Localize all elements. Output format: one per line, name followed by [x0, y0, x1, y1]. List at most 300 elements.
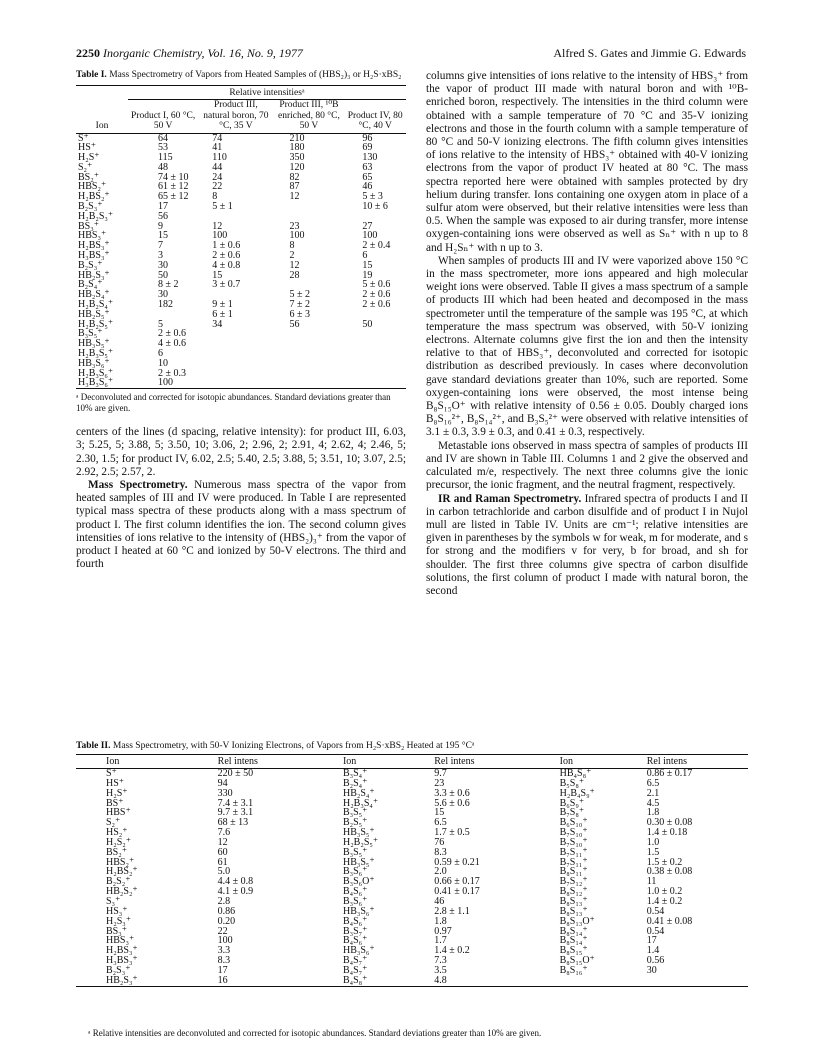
intensity-cell: 4.8 — [434, 974, 447, 986]
intensity-cell: 350 — [289, 152, 305, 164]
intensity-cell — [344, 378, 406, 388]
intensity-cell — [647, 976, 748, 986]
left-paragraph-2 — [76, 479, 406, 571]
intensity-cell: 19 — [362, 269, 373, 281]
table-row — [76, 153, 406, 163]
ion-cell: HBS₃⁺ — [78, 230, 107, 242]
page-number: 2250 — [76, 46, 100, 60]
table1-caption — [76, 70, 406, 82]
table2-caption — [76, 741, 475, 751]
table-row — [76, 349, 406, 359]
intensity-cell: 1.0 ± 0.2 — [646, 886, 683, 898]
intensity-cell: 4.4 ± 0.8 — [217, 876, 254, 888]
intensity-cell — [273, 359, 344, 369]
intensity-cell: 0.20 — [217, 915, 236, 927]
intensity-cell — [198, 329, 273, 339]
intensity-cell: 2.0 — [434, 866, 447, 878]
intensity-cell: 0.38 ± 0.08 — [646, 866, 693, 878]
ion-cell: B₄S₆⁺ — [342, 915, 368, 927]
intensity-cell: 8 — [289, 240, 295, 252]
table-row — [76, 320, 406, 330]
table-row — [76, 271, 406, 281]
ion-cell: B₂S₅⁺ — [342, 817, 368, 829]
ion-cell: H₂S⁺ — [106, 787, 128, 799]
intensity-cell: 41 — [212, 142, 223, 154]
intensity-cell: 87 — [289, 181, 300, 193]
intensity-cell: 210 — [289, 132, 305, 144]
intensity-cell — [344, 349, 406, 359]
intensity-cell: 69 — [362, 142, 373, 154]
intensity-cell: 46 — [362, 181, 373, 193]
table1-col-header: Product IV, 80 °C, 40 V — [344, 100, 406, 134]
intensity-cell: 46 — [434, 895, 445, 907]
table-row — [76, 290, 406, 300]
intensity-cell — [344, 369, 406, 379]
ion-cell: B₈S₁₂⁺ — [559, 886, 588, 898]
table1-rel-header: Relative intensitiesᵃ — [128, 85, 406, 100]
table2-col-header: Ion — [554, 755, 647, 769]
ion-cell: HBS₂⁺ — [78, 181, 107, 193]
ion-cell: HB₂S₃⁺ — [78, 269, 110, 281]
ion-cell: HB₃S₆⁺ — [342, 905, 375, 917]
intensity-cell — [344, 359, 406, 369]
ion-cell: H₂B₂S₃⁺ — [78, 210, 114, 222]
ion-cell: HBS₂⁺ — [106, 856, 135, 868]
intensity-cell: 10 ± 6 — [362, 201, 388, 213]
intensity-cell: 96 — [362, 132, 373, 144]
section-heading-mass-spectrometry: Mass Spectrometry. — [88, 479, 188, 492]
intensity-cell: 17 — [646, 935, 657, 947]
table1-col-header: Product I, 60 °C, 50 V — [128, 100, 198, 134]
intensity-cell — [273, 378, 344, 388]
intensity-cell: 5 ± 2 — [289, 289, 310, 301]
intensity-cell: 6 ± 3 — [289, 308, 310, 320]
ion-cell: H₂S₃⁺ — [106, 915, 132, 927]
intensity-cell: 2 ± 0.6 — [212, 250, 241, 262]
ion-cell: H₃BS₃⁺ — [106, 955, 138, 967]
intensity-cell: 2 — [289, 250, 295, 262]
intensity-cell: 8 — [212, 191, 218, 203]
ion-cell: B₇S₁₀⁺ — [559, 827, 588, 839]
intensity-cell: 1.5 — [646, 846, 660, 858]
ion-cell: B₂S₃⁺ — [78, 201, 103, 213]
intensity-cell: 27 — [362, 220, 373, 232]
intensity-cell — [128, 310, 198, 320]
intensity-cell: 100 — [158, 377, 173, 389]
ion-cell: HS⁺ — [106, 777, 125, 789]
intensity-cell: 7 — [158, 240, 163, 252]
intensity-cell: 1.5 ± 0.2 — [646, 856, 683, 868]
intensity-cell: 15 — [158, 230, 168, 242]
table1-caption-text: Mass Spectrometry of Vapors from Heated Samples of (HBS₂)₃ or H₂S·xBS₂ — [109, 70, 402, 80]
intensity-cell: 4.5 — [646, 797, 660, 809]
intensity-cell: 3 — [158, 250, 163, 262]
intensity-cell: 0.97 — [434, 925, 452, 937]
intensity-cell: 1.0 — [646, 836, 660, 848]
table-row — [76, 192, 406, 202]
ion-cell: B₈S₁₄⁺ — [559, 935, 588, 947]
ion-cell: B₄S₇⁺ — [342, 955, 368, 967]
intensity-cell: 60 — [217, 846, 228, 858]
intensity-cell: 5 ± 3 — [362, 191, 383, 203]
intensity-cell: 94 — [217, 777, 228, 789]
journal-citation: Inorganic Chemistry, Vol. 16, No. 9, 1977 — [103, 46, 303, 60]
ion-cell: H₃B₃S₆⁺ — [78, 377, 114, 389]
ion-cell: B₃S₇⁺ — [342, 925, 368, 937]
intensity-cell: 130 — [362, 152, 378, 164]
intensity-cell: 5.0 — [217, 866, 231, 878]
table-row — [76, 212, 406, 222]
intensity-cell: 10 — [158, 357, 168, 369]
running-header-left — [76, 46, 303, 61]
table-row — [76, 173, 406, 183]
intensity-cell: 82 — [289, 171, 300, 183]
intensity-cell: 44 — [212, 161, 223, 173]
intensity-cell: 1.7 — [434, 935, 447, 947]
ion-cell: HB₃S₆⁺ — [78, 357, 110, 369]
intensity-cell: 1.4 ± 0.2 — [646, 895, 683, 907]
ion-cell: BS⁺ — [106, 797, 124, 809]
right-column — [426, 70, 748, 598]
table-row — [76, 378, 406, 388]
intensity-cell: 7.3 — [434, 955, 447, 967]
left-column — [76, 70, 406, 571]
intensity-cell: 61 — [217, 856, 228, 868]
ion-cell: H₂S⁺ — [78, 152, 100, 164]
ion-cell: B₄S₇⁺ — [342, 964, 368, 976]
running-header-authors: Alfred S. Gates and Jimmie G. Edwards — [553, 46, 746, 60]
intensity-cell: 2.1 — [646, 787, 660, 799]
ion-cell: B₃S₄⁺ — [342, 768, 368, 779]
intensity-cell: 330 — [217, 787, 233, 799]
ion-cell: B₃S₅⁺ — [342, 807, 368, 819]
table2-footnote: ᵃ Relative intensities are deconvoluted and corrected for isotopic abundances. Standard deviations greater than 10% are given. — [88, 1028, 542, 1038]
table-row — [76, 163, 406, 173]
intensity-cell: 120 — [289, 161, 305, 173]
intensity-cell: 115 — [158, 152, 173, 164]
intensity-cell: 2.8 ± 1.1 — [434, 905, 470, 917]
table1-col-header: Ion — [76, 100, 128, 134]
ion-cell: B₂S₂⁺ — [106, 876, 131, 888]
intensity-cell: 100 — [289, 230, 305, 242]
table-row — [76, 143, 406, 153]
ion-cell: B₄S₈⁺ — [342, 974, 368, 986]
intensity-cell: 3.3 ± 0.6 — [434, 787, 470, 799]
ion-cell: HB₃S₅⁺ — [342, 856, 375, 868]
intensity-cell: 6 — [158, 348, 163, 360]
table2-col-header: Rel intens — [647, 755, 748, 769]
intensity-cell: 17 — [217, 964, 228, 976]
intensity-cell: 30 — [158, 259, 168, 271]
intensity-cell: 23 — [434, 777, 445, 789]
intensity-cell: 28 — [289, 269, 300, 281]
intensity-cell: 12 — [289, 259, 300, 271]
intensity-cell: 100 — [217, 935, 233, 947]
ion-cell: B₂S₄⁺ — [342, 777, 368, 789]
ion-cell: B₇S₁₀⁺ — [559, 836, 588, 848]
table1-body — [76, 133, 406, 389]
left-paragraph-2-text: Numerous mass spectra of the vapor from heated samples of III and IV were produced. In Table I are represented typical mass spectra of these products along with a mass spectrum of product I. The first column identifies the ion. The second column gives intensities of ions relative to the intensity of (HBS₂)₃⁺ from the vapor of product I heated at 60 °C and ionized by 50-V electrons. The third and fourth — [76, 479, 406, 571]
intensity-cell: 0.86 — [217, 905, 236, 917]
intensity-cell: 56 — [158, 210, 168, 222]
intensity-cell: 15 — [212, 269, 223, 281]
table-row — [76, 202, 406, 212]
table1-col-header: Product III, natural boron, 70 °C, 35 V — [198, 100, 273, 134]
right-paragraph-1: columns give intensities of ions relative to the intensity of HBS₃⁺ from the vapor of product III made with natural boron and with ¹⁰B-enriched boron, respectively. The intensities in the third column were obtained with a sample temperature of 70 °C and 35-V ionizing electrons and those in the fourth column with a sample temperature of 80 °C and 50-V ionizing electrons. The fifth column gives intensities of ions relative to the intensity of HBS₃⁺ obtained with 40-V ionizing electrons from the vapor of product IV heated at 80 °C. The mass spectra reported here were obtained with samples protected by dry helium during transfer. Ions containing one oxygen atom in place of a sulfur atom were observed, but their relative intensities were less than 0.5. When the sample was exposed to air during transfer, more intense oxygen-containing ions were observed as well as Sₙ⁺ with n up to 8 and H₂Sₙ⁺ with n up to 3. — [426, 70, 748, 254]
intensity-cell — [198, 359, 273, 369]
table-row — [76, 329, 406, 339]
table-row — [76, 976, 748, 986]
ion-cell: B₇S₁₁⁺ — [559, 856, 588, 868]
intensity-cell: 65 — [362, 171, 373, 183]
ion-cell: B₈S₁₁⁺ — [559, 866, 588, 878]
intensity-cell: 182 — [158, 299, 173, 311]
intensity-cell — [344, 329, 406, 339]
intensity-cell — [198, 349, 273, 359]
intensity-cell: 5 ± 0.6 — [362, 279, 391, 291]
intensity-cell: 0.30 ± 0.08 — [646, 817, 693, 829]
ion-cell: B₈S₁₅⁺ — [559, 945, 588, 957]
intensity-cell: 0.41 ± 0.08 — [646, 915, 693, 927]
ion-cell: B₅S₈⁺ — [559, 777, 585, 789]
intensity-cell — [273, 202, 344, 212]
table2-col-header: Rel intens — [434, 755, 553, 769]
ion-cell: HB₂S₅⁺ — [78, 308, 110, 320]
intensity-cell: 61 ± 12 — [158, 181, 189, 193]
ion-cell: HS₃⁺ — [106, 905, 128, 917]
intensity-cell: 8.3 — [434, 846, 447, 858]
ion-cell: B₂S₃⁺ — [78, 259, 103, 271]
intensity-cell: 4.1 ± 0.9 — [217, 886, 254, 898]
intensity-cell — [273, 329, 344, 339]
intensity-cell: 63 — [362, 161, 373, 173]
table1-col-header: Product III, ¹⁰B enriched, 80 °C, 50 V — [273, 100, 344, 134]
table2-col-header: Ion — [327, 755, 434, 769]
intensity-cell: 74 ± 10 — [158, 171, 189, 183]
ion-cell: B₈S₁₃⁺ — [559, 895, 588, 907]
ion-cell: B₂S₄⁺ — [78, 279, 103, 291]
intensity-cell: 3 ± 0.7 — [212, 279, 241, 291]
ion-cell: H₂BS₃⁺ — [106, 945, 138, 957]
intensity-cell: 2 ± 0.3 — [158, 367, 186, 379]
intensity-cell: 1.4 — [646, 945, 660, 957]
table-row — [76, 251, 406, 261]
intensity-cell: 7 ± 2 — [289, 299, 310, 311]
intensity-cell — [344, 212, 406, 222]
table-row — [76, 339, 406, 349]
intensity-cell: 5 ± 1 — [212, 201, 233, 213]
intensity-cell: 12 — [289, 191, 300, 203]
table2-caption-text: Mass Spectrometry, with 50-V Ionizing Electrons, of Vapors from H₂S·xBS₂ Heated at 195 °Cᵃ — [112, 741, 475, 751]
intensity-cell: 50 — [362, 318, 373, 330]
ion-cell: H₂B₃S₅⁺ — [78, 348, 114, 360]
intensity-cell: 4 ± 0.8 — [212, 259, 241, 271]
intensity-cell — [198, 212, 273, 222]
intensity-cell: 0.59 ± 0.21 — [434, 856, 480, 868]
ion-cell: HB₃S₆⁺ — [342, 945, 375, 957]
intensity-cell — [273, 349, 344, 359]
ion-cell: B₄S₆⁺ — [342, 935, 368, 947]
ion-cell: HS₂⁺ — [106, 827, 128, 839]
table-row — [76, 369, 406, 379]
table-row — [76, 182, 406, 192]
intensity-cell: 6.5 — [646, 777, 660, 789]
ion-cell: H₂B₄S₉⁺ — [559, 787, 595, 799]
ion-cell: S₃⁺ — [106, 895, 121, 907]
intensity-cell: 64 — [158, 132, 168, 144]
ion-cell — [554, 976, 647, 986]
table2-col-header: Rel intens — [218, 755, 327, 769]
ion-cell: B₆S₉⁺ — [559, 797, 585, 809]
right-paragraph-4-text: Infrared spectra of products I and II in carbon tetrachloride and carbon disulfide and of product I in Nujol mull are listed in Table IV. Units are cm⁻¹; relative intensities are given in parentheses by the symbols w for weak, m for moderate, and s for strong and the modifiers v for very, b for broad, and sh for shoulder. The first three columns give spectra of carbon disulfide solutions, the first column of product I made with natural boron, the second — [426, 492, 749, 597]
ion-cell: H₂B₂S₅⁺ — [342, 836, 379, 848]
intensity-cell: 12 — [212, 220, 223, 232]
table-row — [76, 231, 406, 241]
ion-cell: HB₃S₅⁺ — [78, 338, 110, 350]
intensity-cell: 9 ± 1 — [212, 299, 233, 311]
intensity-cell — [344, 310, 406, 320]
ion-cell: HB₂S₂⁺ — [106, 886, 138, 898]
intensity-cell: 9.7 ± 3.1 — [217, 807, 254, 819]
table2-body — [76, 769, 748, 987]
ion-cell: B₃S₆O⁺ — [342, 876, 375, 888]
ion-cell: B₃S₆⁺ — [342, 895, 368, 907]
intensity-cell: 1 ± 0.6 — [212, 240, 241, 252]
right-paragraph-2: When samples of products III and IV were vaporized above 150 °C in the mass spectrometer, more ions appeared and high molecular weight ions were observed. Table II gives a mass spectrum of a sample of products III which had been heated and decomposed in the mass spectrometer until the temperature of the sample was 195 °C, at which temperature the mass spectrum was observed, with 50-V ionizing electrons. Alternate columns give first the ion and then the intensity relative to that of HBS₃⁺, deconvoluted and corrected for isotopic distribution as described previously. In cases where deconvolution gave standard deviations greater than 10%, such are reported. Some oxygen-containing ions were observed, the most intense being B₈S₁₅O⁺ with relative intensity of 0.56 ± 0.05. Doubly charged ions B₈S₁₆²⁺, B₈S₁₄²⁺, and B₃S₅²⁺ were observed with relative intensities of 3.1 ± 0.3, 3.9 ± 0.3, and 0.41 ± 0.3, respectively. — [426, 254, 748, 439]
intensity-cell: 2.8 — [217, 895, 231, 907]
ion-cell: B₈S₁₃⁺ — [559, 905, 588, 917]
intensity-cell: 0.41 ± 0.17 — [434, 886, 480, 898]
ion-cell: H₂BS₃⁺ — [78, 240, 110, 252]
table2-caption-label: Table II. — [76, 741, 111, 751]
intensity-cell: 100 — [362, 230, 378, 242]
ion-cell: B₈S₁₄⁺ — [559, 925, 588, 937]
ion-cell: B₈S₁₃O⁺ — [559, 915, 595, 927]
intensity-cell: 74 — [212, 132, 223, 144]
ion-cell: H₂S₂⁺ — [106, 836, 132, 848]
ion-cell: HB₂S₄⁺ — [342, 787, 375, 799]
intensity-cell: 7.4 ± 3.1 — [217, 797, 254, 809]
intensity-cell: 0.66 ± 0.17 — [434, 876, 480, 888]
ion-cell: BS₂⁺ — [106, 846, 127, 858]
table2 — [76, 754, 748, 987]
intensity-cell — [198, 378, 273, 388]
ion-cell: H₂B₃S₆⁺ — [78, 367, 114, 379]
intensity-cell: 6 ± 1 — [212, 308, 233, 320]
intensity-cell: 50 — [158, 269, 168, 281]
intensity-cell — [198, 290, 273, 300]
intensity-cell: 16 — [217, 974, 228, 986]
intensity-cell: 1.4 ± 0.18 — [646, 827, 688, 839]
table-row — [76, 280, 406, 290]
intensity-cell: 2 ± 0.6 — [362, 299, 391, 311]
ion-cell: B₃S₆⁺ — [342, 866, 368, 878]
intensity-cell: 5.6 ± 0.6 — [434, 797, 470, 809]
intensity-cell: 1.4 ± 0.2 — [434, 945, 470, 957]
ion-cell: B₄S₆⁺ — [342, 886, 368, 898]
ion-cell: S⁺ — [106, 768, 117, 779]
intensity-cell: 30 — [158, 289, 168, 301]
intensity-cell: 2 ± 0.4 — [362, 240, 391, 252]
intensity-cell: 48 — [158, 161, 168, 173]
intensity-cell: 100 — [212, 230, 228, 242]
ion-cell: B₈S₁₆⁺ — [559, 964, 588, 976]
intensity-cell: 0.54 — [646, 925, 665, 937]
intensity-cell — [273, 339, 344, 349]
right-paragraph-4 — [426, 493, 748, 599]
intensity-cell: 30 — [646, 964, 657, 976]
intensity-cell: 22 — [212, 181, 223, 193]
intensity-cell: 2 ± 0.6 — [158, 328, 186, 340]
intensity-cell: 65 ± 12 — [158, 191, 189, 203]
table1-caption-label: Table I. — [76, 70, 107, 80]
table-row — [76, 359, 406, 369]
table-row — [76, 241, 406, 251]
intensity-cell: 180 — [289, 142, 305, 154]
intensity-cell: 0.86 ± 0.17 — [646, 768, 693, 779]
intensity-cell: 1.7 ± 0.5 — [434, 827, 470, 839]
section-heading-ir-raman: IR and Raman Spectrometry. — [438, 492, 582, 505]
intensity-cell: 4 ± 0.6 — [158, 338, 186, 350]
intensity-cell: 22 — [217, 925, 228, 937]
ion-cell: S₂⁺ — [78, 161, 93, 173]
table-row — [76, 261, 406, 271]
ion-cell: HB₃S₅⁺ — [342, 827, 375, 839]
intensity-cell: 1.8 — [646, 807, 660, 819]
ion-cell: H₂B₂S₅⁺ — [78, 318, 114, 330]
intensity-cell: 5 — [158, 318, 163, 330]
ion-cell: HBS₃⁺ — [106, 935, 135, 947]
table1 — [76, 85, 406, 390]
table1-footnote: ᵃ Deconvoluted and corrected for isotopic abundances. Standard deviations greater than 10% are given. — [76, 392, 391, 414]
ion-cell: B₈S₁₅O⁺ — [559, 955, 595, 967]
ion-cell: H₂B₂S₄⁺ — [78, 299, 114, 311]
right-paragraph-3: Metastable ions observed in mass spectra of samples of products III and IV are shown in Table III. Columns 1 and 2 give the observed and calculated m/e, respectively. The next three columns give the ionic precursor, the ionic fragment, and the neutral fragment, respectively. — [426, 439, 748, 492]
table-row — [76, 133, 406, 143]
ion-cell: H₂B₃S₄⁺ — [342, 797, 379, 809]
intensity-cell: 220 ± 50 — [217, 768, 254, 779]
intensity-cell: 23 — [289, 220, 300, 232]
intensity-cell: 76 — [434, 836, 445, 848]
ion-cell: H₂BS₂⁺ — [78, 191, 110, 203]
intensity-cell: 53 — [158, 142, 168, 154]
intensity-cell: 17 — [158, 201, 168, 213]
intensity-cell: 8 ± 2 — [158, 279, 179, 291]
ion-cell: B₆S₁₀⁺ — [559, 817, 588, 829]
intensity-cell: 3.3 — [217, 945, 231, 957]
ion-cell: B₃S₅⁺ — [78, 328, 103, 340]
ion-cell: BS₂⁺ — [78, 171, 99, 183]
intensity-cell — [273, 212, 344, 222]
intensity-cell: 68 ± 13 — [217, 817, 249, 829]
ion-cell: BS₃⁺ — [106, 925, 127, 937]
intensity-cell — [198, 339, 273, 349]
intensity-cell: 15 — [362, 259, 373, 271]
intensity-cell — [344, 339, 406, 349]
intensity-cell: 3.5 — [434, 964, 447, 976]
ion-cell: H₂BS₂⁺ — [106, 866, 138, 878]
ion-cell: HB₄S₈⁺ — [559, 768, 592, 779]
intensity-cell: 34 — [212, 318, 223, 330]
table-row — [76, 222, 406, 232]
ion-cell: B₇S₈⁺ — [559, 807, 585, 819]
ion-cell: B₇S₁₁⁺ — [559, 846, 588, 858]
ion-cell: HB₂S₄⁺ — [78, 289, 110, 301]
intensity-cell: 6 — [362, 250, 368, 262]
intensity-cell: 1.8 — [434, 915, 447, 927]
ion-cell: HBS⁺ — [106, 807, 131, 819]
intensity-cell: 110 — [212, 152, 227, 164]
